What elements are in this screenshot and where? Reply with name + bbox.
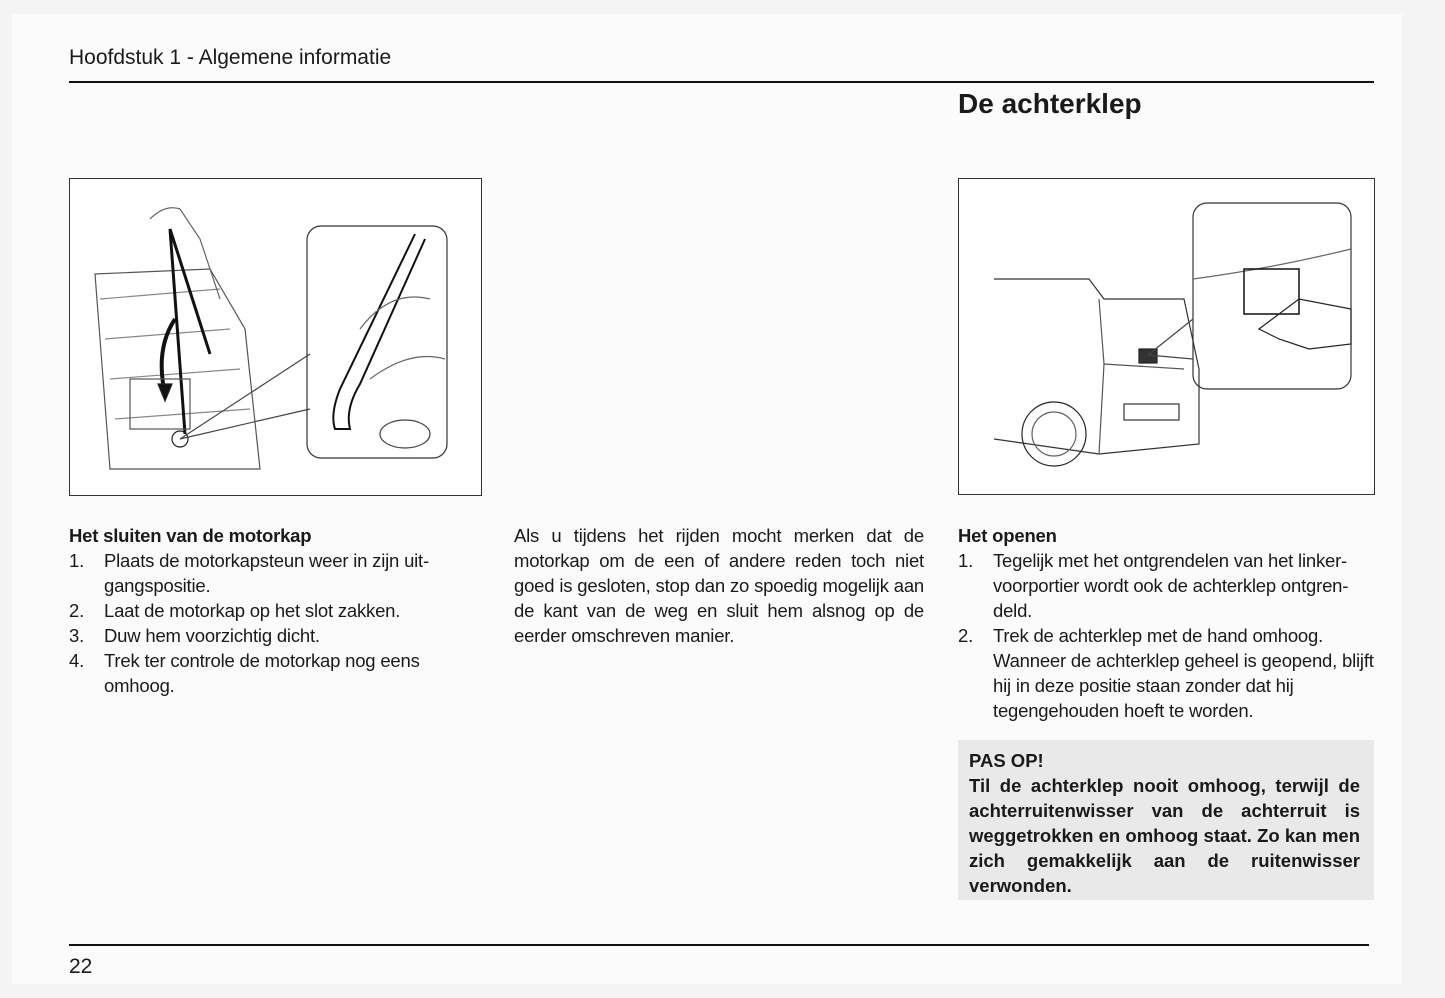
closing-hood-section xyxy=(69,523,462,698)
opening-steps xyxy=(958,548,1374,723)
page-number: 22 xyxy=(69,955,93,978)
step-text: Trek ter controle de motorkap nog eens omhoog. xyxy=(104,650,420,696)
closing-hood-heading: Het sluiten van de motorkap xyxy=(69,525,312,546)
step-text: Trek de achterklep met de hand omhoog. Wanneer de achterklep geheel is geopend, blijft hij in deze positie staan zonder dat hij tegengehouden hoeft te worden. xyxy=(993,625,1374,721)
chapter-header: Hoofdstuk 1 - Algemene informatie xyxy=(69,46,392,69)
step-number: 2. xyxy=(69,600,85,621)
step-number: 2. xyxy=(958,625,974,646)
opening-section xyxy=(958,523,1374,723)
warning-text: Til de achterklep nooit omhoog, terwijl de achterruitenwisser van de achterruit is weggetrokken en omhoog staat. Zo kan men zich gemakkelijk aan de ruitenwisser verwonden. xyxy=(969,775,1360,896)
header-rule xyxy=(69,81,1374,83)
step-text: Duw hem voorzichtig dicht. xyxy=(104,625,320,646)
warning-box xyxy=(958,740,1374,900)
step-text: Plaats de motorkapsteun weer in zijn uit-gangspositie. xyxy=(104,550,429,596)
middle-column xyxy=(514,523,924,648)
step-number: 3. xyxy=(69,625,85,646)
list-item xyxy=(958,548,1374,623)
list-item xyxy=(69,598,462,623)
section-title: De achterklep xyxy=(958,88,1142,119)
hood-support-illustration xyxy=(69,178,482,496)
step-number: 1. xyxy=(958,550,974,571)
list-item xyxy=(958,623,1374,723)
list-item xyxy=(69,648,462,698)
list-item xyxy=(69,623,462,648)
hood-not-closed-paragraph: Als u tijdens het rijden mocht merken dat de motorkap om de een of andere reden toch niet goed is gesloten, stop dan zo spoedig mogelijk aan de kant van de weg en sluit hem alsnog op de eerder omschreven manier. xyxy=(514,525,924,646)
opening-heading: Het openen xyxy=(958,525,1057,546)
step-text: Laat de motorkap op het slot zakken. xyxy=(104,600,401,621)
tailgate-illustration xyxy=(958,178,1375,495)
list-item xyxy=(69,548,462,598)
footer-rule xyxy=(69,944,1369,946)
step-number: 1. xyxy=(69,550,85,571)
step-text: Tegelijk met het ontgrendelen van het linker-voorportier wordt ook de achterklep ontgren-deld. xyxy=(993,550,1349,621)
closing-hood-steps xyxy=(69,548,462,698)
warning-title: PAS OP! xyxy=(969,750,1044,771)
step-number: 4. xyxy=(69,650,85,671)
